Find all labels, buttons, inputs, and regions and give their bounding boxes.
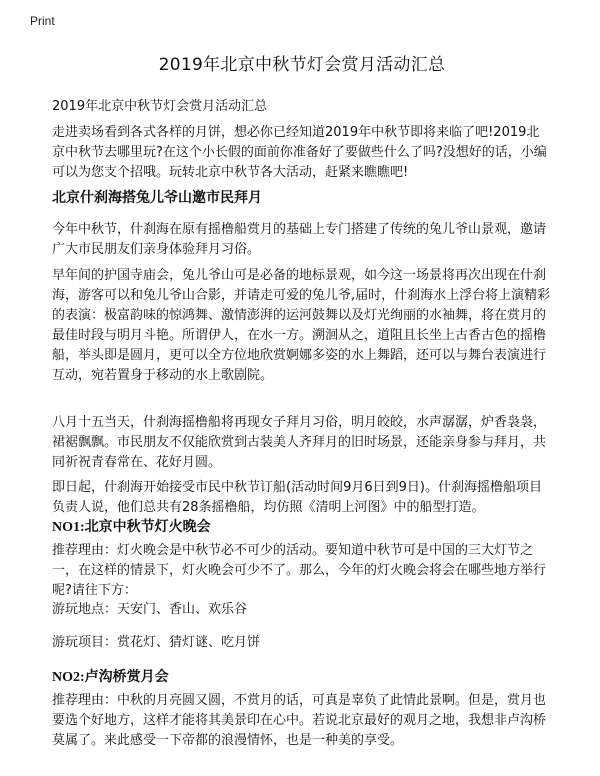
intro-paragraph <box>52 123 552 183</box>
section2-reason-text: 推荐理由：灯火晚会是中秋节必不可少的活动。要知道中秋节可是中国的三大灯节之一，在这样的情景下，灯火晚会可少不了。那么，今年的灯火晚会将会在哪些地方举行呢?请往下方： <box>52 543 547 598</box>
section2-items <box>52 633 552 653</box>
section3-heading-prefix: NO2: <box>52 670 85 685</box>
section2-reason <box>52 541 552 601</box>
section2-heading-text: 北京中秋节灯火晚会 <box>84 519 211 535</box>
section1-paragraph-1 <box>52 220 552 260</box>
section1-paragraph-3 <box>52 413 552 473</box>
section2-places <box>52 600 552 620</box>
section1-heading: 北京什刹海搭兔儿爷山邀市民拜月 <box>52 190 262 206</box>
section3-reason-text: 推荐理由：中秋的月亮圆又圆，不赏月的话，可真是辜负了此情此景啊。但是，赏月也要选个好地方，这样才能将其美景印在心中。若说北京最好的观月之地，我想非卢沟桥莫属了。来此感受一下帝都的浪漫情怀，也是一种美的享受。 <box>52 693 547 748</box>
section-heading-no2 <box>52 666 552 686</box>
section1-paragraph-2 <box>52 266 552 386</box>
section3-reason <box>52 691 552 751</box>
section2-items-text: 游玩项目：赏花灯、猜灯谜、吃月饼 <box>52 635 261 650</box>
section1-p3: 八月十五当天，什刹海摇橹船将再现女子拜月习俗，明月皎皎，水声潺潺，炉香袅袅，裙裾飘飘。市民朋友不仅能欣赏到古装美人齐拜月的旧时场景，还能亲身参与拜月，共同祈祝青春常在、花好月圆。 <box>52 415 547 470</box>
section2-places-text: 游玩地点：天安门、香山、欢乐谷 <box>52 602 248 617</box>
print-link[interactable]: Print <box>30 14 55 28</box>
article-subtitle: 2019年北京中秋节灯会赏月活动汇总 <box>52 99 268 114</box>
section-heading-shichahai <box>52 187 552 207</box>
section2-heading-prefix: NO1: <box>52 520 85 535</box>
section1-p2: 早年间的护国寺庙会，兔儿爷山可是必备的地标景观，如今这一场景将再次出现在什刹海，游客可以和兔儿爷山合影，并请走可爱的兔儿爷,届时，什刹海水上浮台将上演精彩的表演：极富韵味的惊鸿舞、激情澎湃的运河鼓舞以及灯光绚丽的水袖舞，将在赏月的最佳时段与明月斗艳。所谓伊人，在水一方。溯洄从之，道阻且长坐上古香古色的摇橹船，举头即是圆月，更可以全方位地欣赏婀娜多姿的水上舞蹈，还可以与舞台表演进行互动，宛若置身于移动的水上歌剧院。 <box>52 268 551 383</box>
section3-heading-text: 卢沟桥赏月会 <box>84 669 169 685</box>
section2-heading <box>52 516 552 536</box>
intro-text: 走进卖场看到各式各样的月饼，想必你已经知道2019年中秋节即将来临了吧!2019北京中秋节去哪里玩?在这个小长假的面前你准备好了要做些什么了吗?没想好的话，小编可以为您支个招哦。玩转北京中秋节各大活动，赶紧来瞧瞧吧! <box>52 125 547 180</box>
section3-heading <box>52 666 552 686</box>
section1-p4: 即日起，什刹海开始接受市民中秋节订船(活动时间9月6日到9日)。什刹海摇橹船项目负责人说，他们总共有28条摇橹船，均仿照《清明上河图》中的船型打造。 <box>52 480 542 515</box>
page-title: 2019年北京中秋节灯会赏月活动汇总 <box>158 55 446 75</box>
section1-paragraph-4 <box>52 478 552 518</box>
section1-p1: 今年中秋节，什刹海在原有摇橹船赏月的基础上专门搭建了传统的兔儿爷山景观，邀请广大市民朋友们亲身体验拜月习俗。 <box>52 222 547 257</box>
section-heading-no1 <box>52 516 552 536</box>
